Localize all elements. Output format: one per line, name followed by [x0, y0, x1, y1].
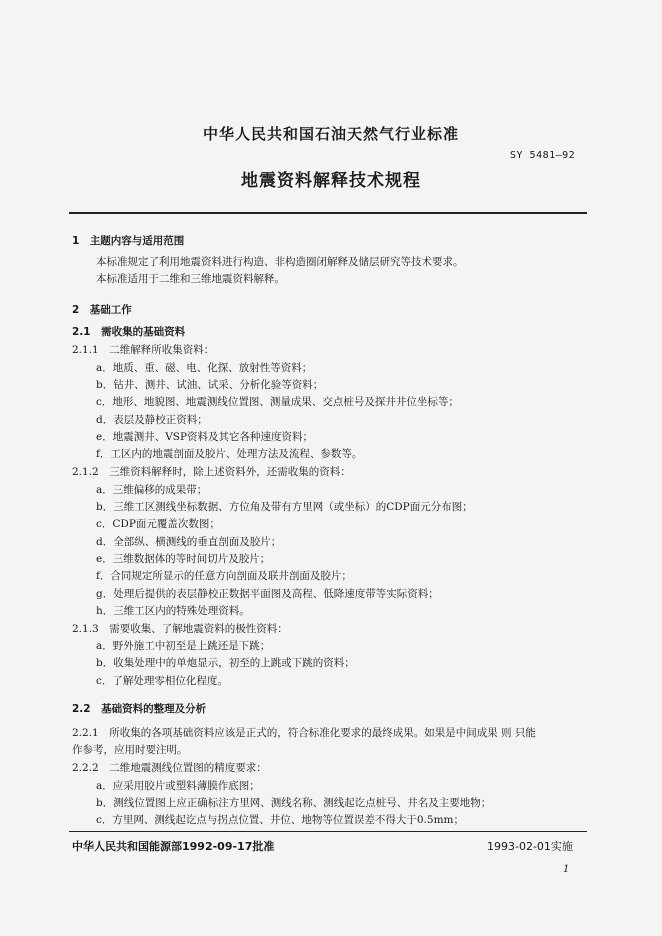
- section-2-heading: 2 基础工作: [72, 304, 132, 316]
- list-item: b．三维工区测线坐标数据、方位角及带有方里网（或坐标）的CDP面元分布图；: [96, 501, 473, 513]
- list-item: c．地形、地貌图、地震测线位置图、测量成果、交点桩号及探井井位坐标等；: [96, 396, 459, 408]
- list-item: a．应采用胶片或塑料薄膜作底图；: [96, 780, 260, 792]
- section-2-1-heading: 2.1 需收集的基础资料: [72, 326, 186, 338]
- list-item: c．了解处理零相位化程度。: [96, 675, 228, 687]
- clause-2-2-1-line-1: 2.2.1 所收集的各项基础资料应该是正式的，符合标准化要求的最终成果。如果是中间成果 则 只能: [72, 727, 536, 739]
- list-item: f．合同规定所显示的任意方向剖面及联井剖面及胶片；: [96, 570, 352, 582]
- list-item: b．收集处理中的单炮显示，初至的上跳或下跳的资料；: [96, 657, 355, 669]
- clause-2-1-3: 2.1.3 需要收集、了解地震资料的极性资料：: [72, 623, 288, 635]
- list-item: e．地震测井、VSP资料及其它各种速度资料；: [96, 431, 314, 443]
- list-item: c．CDP面元覆盖次数图；: [96, 518, 220, 530]
- list-item: f．工区内的地震剖面及胶片、处理方法及流程、参数等。: [96, 448, 363, 460]
- clause-2-2-1-line-2: 作参考，应用时要注明。: [72, 744, 188, 756]
- list-item: c．方里网、测线起讫点与拐点位置、井位、地物等位置误差不得大于0.5mm；: [96, 814, 464, 826]
- standard-number: SY 5481—92: [510, 150, 576, 161]
- section-1-paragraph-2: 本标准适用于二维和三维地震资料解释。: [96, 273, 285, 285]
- list-item: a．野外施工中初至是上跳还是下跳；: [96, 640, 271, 652]
- document-title: 地震资料解释技术规程: [241, 171, 421, 191]
- list-item: e．三维数据体的等时间切片及胶片；: [96, 553, 271, 565]
- list-item: a．地质、重、磁、电、化探、放射性等资料；: [96, 362, 313, 374]
- list-item: d．表层及静校正资料；: [96, 414, 208, 426]
- list-item: h．三维工区内的特殊处理资料。: [96, 605, 250, 617]
- list-item: b．钻井、测井、试油、试采、分析化验等资料；: [96, 379, 324, 391]
- list-item: d．全部纵、横测线的垂直剖面及胶片；: [96, 536, 282, 548]
- header-divider: [69, 212, 587, 214]
- section-1-paragraph-1: 本标准规定了利用地震资料进行构造、非构造圈闭解释及储层研究等技术要求。: [96, 256, 464, 268]
- clause-2-2-2: 2.2.2 二维地震测线位置图的精度要求：: [72, 762, 267, 774]
- effective-date: 1993-02-01实施: [487, 840, 573, 853]
- page-number: 1: [563, 864, 570, 875]
- clause-2-1-1: 2.1.1 二维解释所收集资料：: [72, 344, 215, 356]
- section-2-2-heading: 2.2 基础资料的整理及分析: [72, 703, 207, 715]
- section-1-heading: 1 主题内容与适用范围: [72, 235, 185, 247]
- footer-divider: [69, 831, 587, 832]
- list-item: b．测线位置图上应正确标注方里网、测线名称、测线起讫点桩号、井名及主要地物；: [96, 797, 492, 809]
- approval-note: 中华人民共和国能源部1992-09-17批准: [72, 840, 275, 853]
- clause-2-1-2: 2.1.2 三维资料解释时，除上述资料外，还需收集的资料：: [72, 466, 351, 478]
- list-item: a．三维偏移的成果带；: [96, 484, 208, 496]
- issuing-organization: 中华人民共和国石油天然气行业标准: [202, 125, 459, 143]
- list-item: g．处理后提供的表层静校正数据平面图及高程、低降速度带等实际资料；: [96, 588, 439, 600]
